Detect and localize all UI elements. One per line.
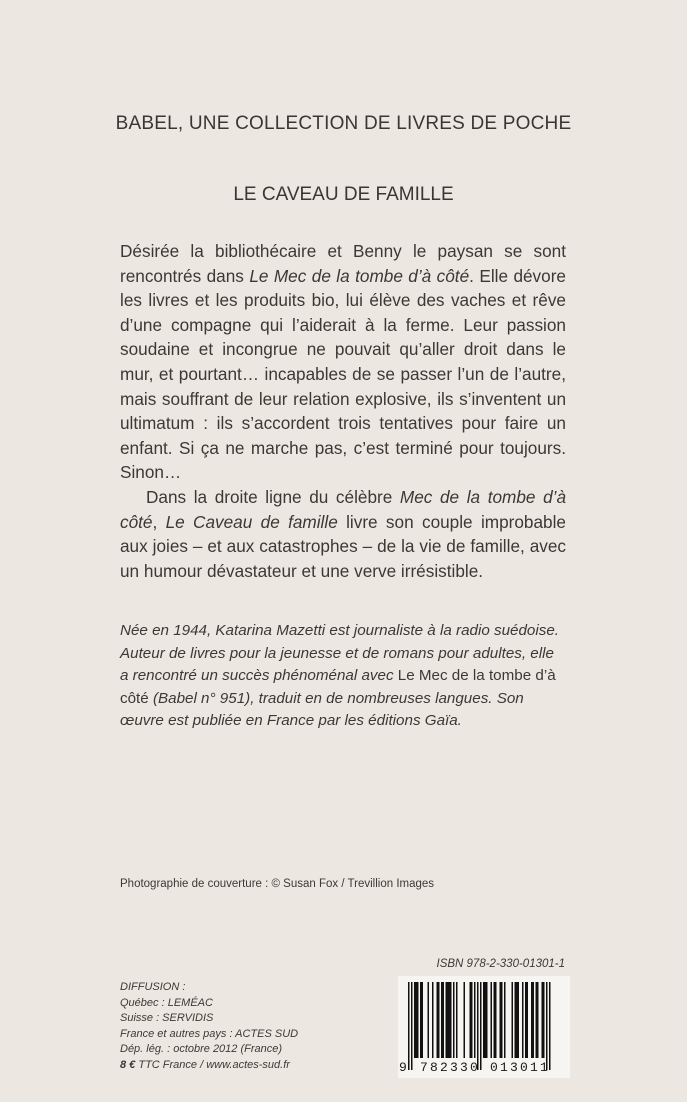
barcode-bar	[420, 982, 422, 1058]
barcode-bar	[471, 982, 473, 1058]
barcode-bar	[411, 982, 413, 1070]
barcode-left-digits: 782330	[420, 1060, 481, 1075]
barcode-bar	[537, 982, 539, 1058]
barcode-bar	[543, 982, 545, 1058]
barcode-bar	[549, 982, 551, 1070]
barcode-first-digit: 9	[399, 1060, 410, 1075]
book-reference: Le Mec de la tombe d’à côté	[120, 667, 556, 707]
barcode-bar	[515, 982, 517, 1058]
barcode-bar	[416, 982, 418, 1058]
barcode-bar	[491, 982, 493, 1058]
barcode-bar	[432, 982, 434, 1058]
isbn: ISBN 978-2-330-01301-1	[436, 958, 565, 970]
barcode-bar	[428, 982, 430, 1058]
barcode-bar	[470, 982, 472, 1058]
barcode-bar	[443, 982, 445, 1058]
barcode-bar	[474, 982, 476, 1058]
barcode-bar	[477, 982, 479, 1070]
barcode-bar	[546, 982, 548, 1070]
barcode-bar	[504, 982, 506, 1058]
photo-credit: Photographie de couverture : © Susan Fox / Trevillion Images	[120, 878, 435, 890]
barcode-bar	[450, 982, 452, 1058]
barcode-bar	[516, 982, 518, 1058]
barcode-bar	[437, 982, 439, 1058]
barcode-bar	[501, 982, 503, 1058]
barcode-bar	[500, 982, 502, 1058]
barcode-bar	[495, 982, 497, 1058]
price: 8 €	[120, 1058, 136, 1071]
author-bio: Née en 1944, Katarina Mazetti est journaliste à la radio suédoise. Auteur de livres pour la jeunesse et de romans pour adultes, elle a rencontré un succès phénoménal avec Le Mec de la tombe d’à côté (Babel n° 951), traduit en de nombreuses langues. Son œuvre est publiée en France par les éditions Gaïa.	[120, 622, 560, 730]
barcode-bar	[486, 982, 488, 1058]
barcode-bar	[483, 982, 485, 1058]
barcode-bar	[533, 982, 535, 1058]
barcode	[398, 976, 570, 1078]
collection-line: BABEL, UNE COLLECTION DE LIVRES DE POCHE	[115, 113, 572, 134]
barcode-bar	[456, 982, 458, 1058]
book-reference: Le Mec de la tombe d’à côté	[249, 265, 470, 286]
distribution-line: DIFFUSION :	[120, 981, 186, 993]
barcode-bar	[531, 982, 533, 1058]
barcode-bar	[518, 982, 520, 1058]
barcode-bar	[453, 982, 455, 1058]
barcode-bar	[527, 982, 529, 1058]
book-reference: Mec de la tombe d’à côté	[120, 486, 566, 532]
barcode-bar	[408, 982, 410, 1070]
barcode-bar	[414, 982, 416, 1058]
barcode-bar	[417, 982, 419, 1058]
barcode-bar	[522, 982, 524, 1058]
barcode-bar	[542, 982, 544, 1058]
barcode-bar	[449, 982, 451, 1058]
distribution-line: Dép. lég. : octobre 2012 (France)	[120, 1043, 283, 1056]
distribution-line: Québec : LEMÉAC	[120, 996, 213, 1009]
barcode-bar	[446, 982, 448, 1058]
distribution-info	[120, 980, 298, 1074]
summary-paragraph-2: Dans la droite ligne du célèbre Mec de la tombe d’à côté, Le Caveau de famille livre son couple improbable aux joies – et aux catastrophes – de la vie de famille, avec un humour dévastateur et une verve irrésistible.	[120, 486, 566, 581]
barcode-bar	[536, 982, 538, 1058]
barcode-bar	[525, 982, 527, 1058]
barcode-bar	[441, 982, 443, 1058]
barcode-bar	[494, 982, 496, 1058]
barcode-bar	[447, 982, 449, 1058]
barcode-bar	[422, 982, 424, 1058]
barcode-bar	[438, 982, 440, 1058]
summary-paragraph-1: Désirée la bibliothécaire et Benny le paysan se sont rencontrés dans Le Mec de la tombe d’à côté. Elle dévore les livres et les produits bio, lui élève des vaches et rêve d’une compagne qui l’aiderait à la ferme. Leur passion soudaine et incongrue ne pouvait qu’aller droit dans le mur, et pourtant… incapables de se passer l’un de l’autre, mais souffrant de leur relation explosive, ils s’inventent un ultimatum : ils s’accordent trois tentatives pour faire un enfant. Si ça ne marche pas, c’est terminé pour toujours. Sinon…	[120, 241, 566, 483]
barcode-bar	[480, 982, 482, 1070]
barcode-bar	[464, 982, 466, 1058]
book-title: LE CAVEAU DE FAMILLE	[233, 184, 454, 205]
barcode-bar	[485, 982, 487, 1058]
book-reference: Le Caveau de famille	[165, 511, 338, 532]
price-line: 8 € TTC France / www.actes-sud.fr	[120, 1058, 290, 1071]
distribution-line: Suisse : SERVIDIS	[120, 1012, 214, 1025]
barcode-right-digits: 013011	[490, 1060, 551, 1075]
summary	[120, 239, 566, 583]
barcode-bar	[512, 982, 514, 1058]
distribution-line: France et autres pays : ACTES SUD	[120, 1027, 299, 1040]
